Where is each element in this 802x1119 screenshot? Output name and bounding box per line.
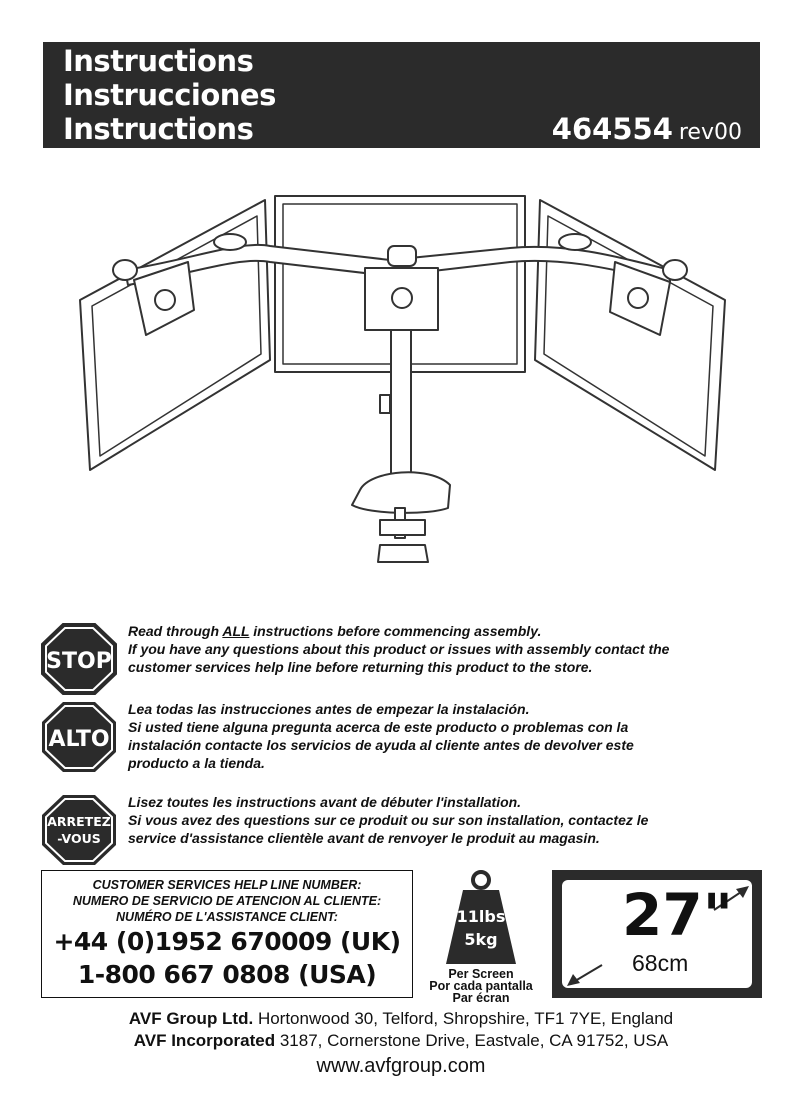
- helpline-box: [41, 870, 413, 998]
- weight-icon: [418, 868, 544, 966]
- warning-line: instalación contacte los servicios de ayuda al cliente antes de devolver este: [128, 737, 634, 753]
- warning-text-spanish: [128, 700, 778, 772]
- product-code: [552, 112, 742, 146]
- title-english: Instructions: [63, 44, 254, 78]
- website-link[interactable]: www.avfgroup.com: [316, 1055, 486, 1077]
- warning-spanish: [40, 700, 770, 775]
- footer-uk-address: [0, 1008, 802, 1030]
- footer-us-address: [0, 1030, 802, 1052]
- warning-french: [40, 793, 770, 863]
- stop-sign-icon: [40, 622, 118, 696]
- helpline-label-spanish: NUMERO DE SERVICIO DE ATENCION AL CLIENTE:: [72, 894, 382, 908]
- warning-line: If you have any questions about this product or issues with assembly contact the: [128, 641, 670, 657]
- warning-text-english: [128, 622, 778, 676]
- revision-label: rev00: [678, 120, 742, 145]
- stop-sign-label: STOP: [46, 649, 112, 674]
- warning-line: Lisez toutes les instructions avant de débuter l'installation.: [128, 794, 522, 810]
- product-number: 464554: [551, 112, 673, 146]
- per-screen-spanish: Por cada pantalla: [429, 979, 533, 993]
- helpline-label-english: CUSTOMER SERVICES HELP LINE NUMBER:: [92, 878, 362, 892]
- screen-size-inner: [562, 880, 752, 988]
- helpline-label-french: NUMÉRO DE L'ASSISTANCE CLIENT:: [116, 910, 338, 924]
- arretez-sign-label-1: ARRETEZ: [47, 814, 111, 829]
- weight-lbs: 11lbs: [456, 907, 506, 926]
- warning-text-french: [128, 793, 778, 847]
- title-spanish: Instrucciones: [63, 78, 276, 112]
- warning-line: Si vous avez des questions sur ce produit ou sur son installation, contactez le: [128, 812, 649, 828]
- title-block: [63, 44, 276, 146]
- footer: [0, 1008, 802, 1080]
- screen-size-cm: 68cm: [632, 950, 689, 976]
- alto-sign-label: ALTO: [48, 727, 110, 752]
- header-banner: [43, 42, 760, 148]
- title-french: Instructions: [63, 112, 254, 146]
- per-screen-french: Par écran: [452, 991, 510, 1005]
- screen-size-box: [552, 870, 762, 998]
- warning-line: producto a la tienda.: [128, 755, 265, 771]
- weight-kg: 5kg: [464, 930, 498, 949]
- warning-english: [40, 622, 770, 692]
- arretez-sign-label-2: -VOUS: [57, 831, 101, 846]
- uk-address: Hortonwood 30, Telford, Shropshire, TF1 7YE, England: [253, 1009, 674, 1028]
- screen-size-inches: 27": [622, 881, 733, 949]
- phone-usa: 1-800 667 0808 (USA): [77, 960, 377, 989]
- warning-line: service d'assistance clientèle avant de renvoyer le produit au magasin.: [128, 830, 600, 846]
- weight-capacity: [418, 868, 544, 1003]
- warning-line: customer services help line before returning this product to the store.: [128, 659, 593, 675]
- warning-line: Lea todas las instrucciones antes de empezar la instalación.: [128, 701, 530, 717]
- arretez-sign-icon: [40, 793, 118, 867]
- warning-line: Si usted tiene alguna pregunta acerca de este producto o problemas con la: [128, 719, 629, 735]
- alto-sign-icon: [40, 700, 118, 774]
- monitor-arm-illustration: [70, 190, 730, 590]
- uk-company: AVF Group Ltd.: [128, 1009, 254, 1028]
- per-screen-english: Per Screen: [448, 967, 514, 981]
- weight-labels: [418, 968, 544, 1004]
- warning-line: Read through ALL instructions before commencing assembly.: [128, 623, 542, 639]
- phone-uk: +44 (0)1952 670009 (UK): [53, 927, 401, 956]
- us-company: AVF Incorporated: [133, 1031, 276, 1050]
- us-address: 3187, Cornerstone Drive, Eastvale, CA 91752, USA: [275, 1031, 669, 1050]
